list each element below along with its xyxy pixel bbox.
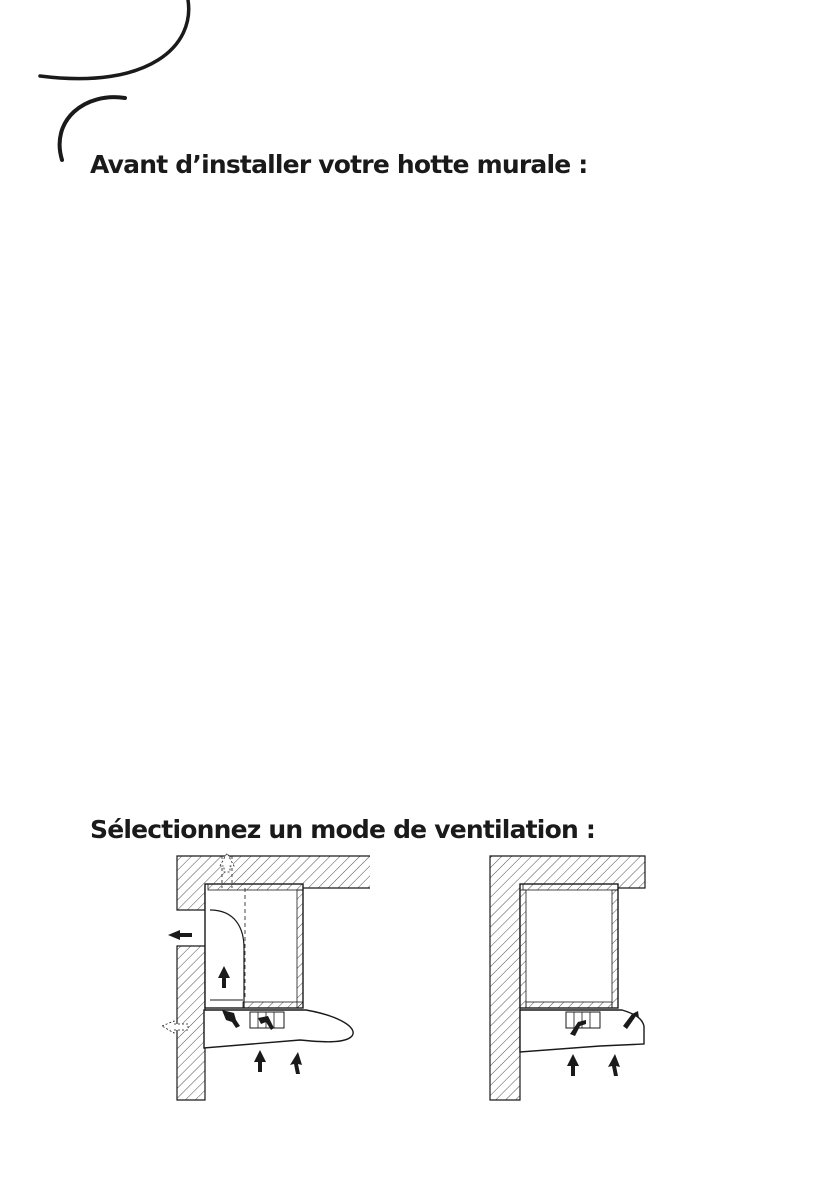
diagram-recyclage bbox=[480, 848, 660, 1108]
diagram-evacuation-exterieure bbox=[140, 848, 370, 1108]
kitchen-cabinet bbox=[205, 884, 303, 1008]
page-title: Avant d’installer votre hotte murale : bbox=[90, 150, 588, 179]
section-title-ventilation: Sélectionnez un mode de ventilation : bbox=[90, 815, 596, 844]
wall-block bbox=[177, 946, 205, 1100]
kitchen-cabinet bbox=[520, 884, 618, 1008]
range-hood bbox=[520, 1010, 644, 1052]
